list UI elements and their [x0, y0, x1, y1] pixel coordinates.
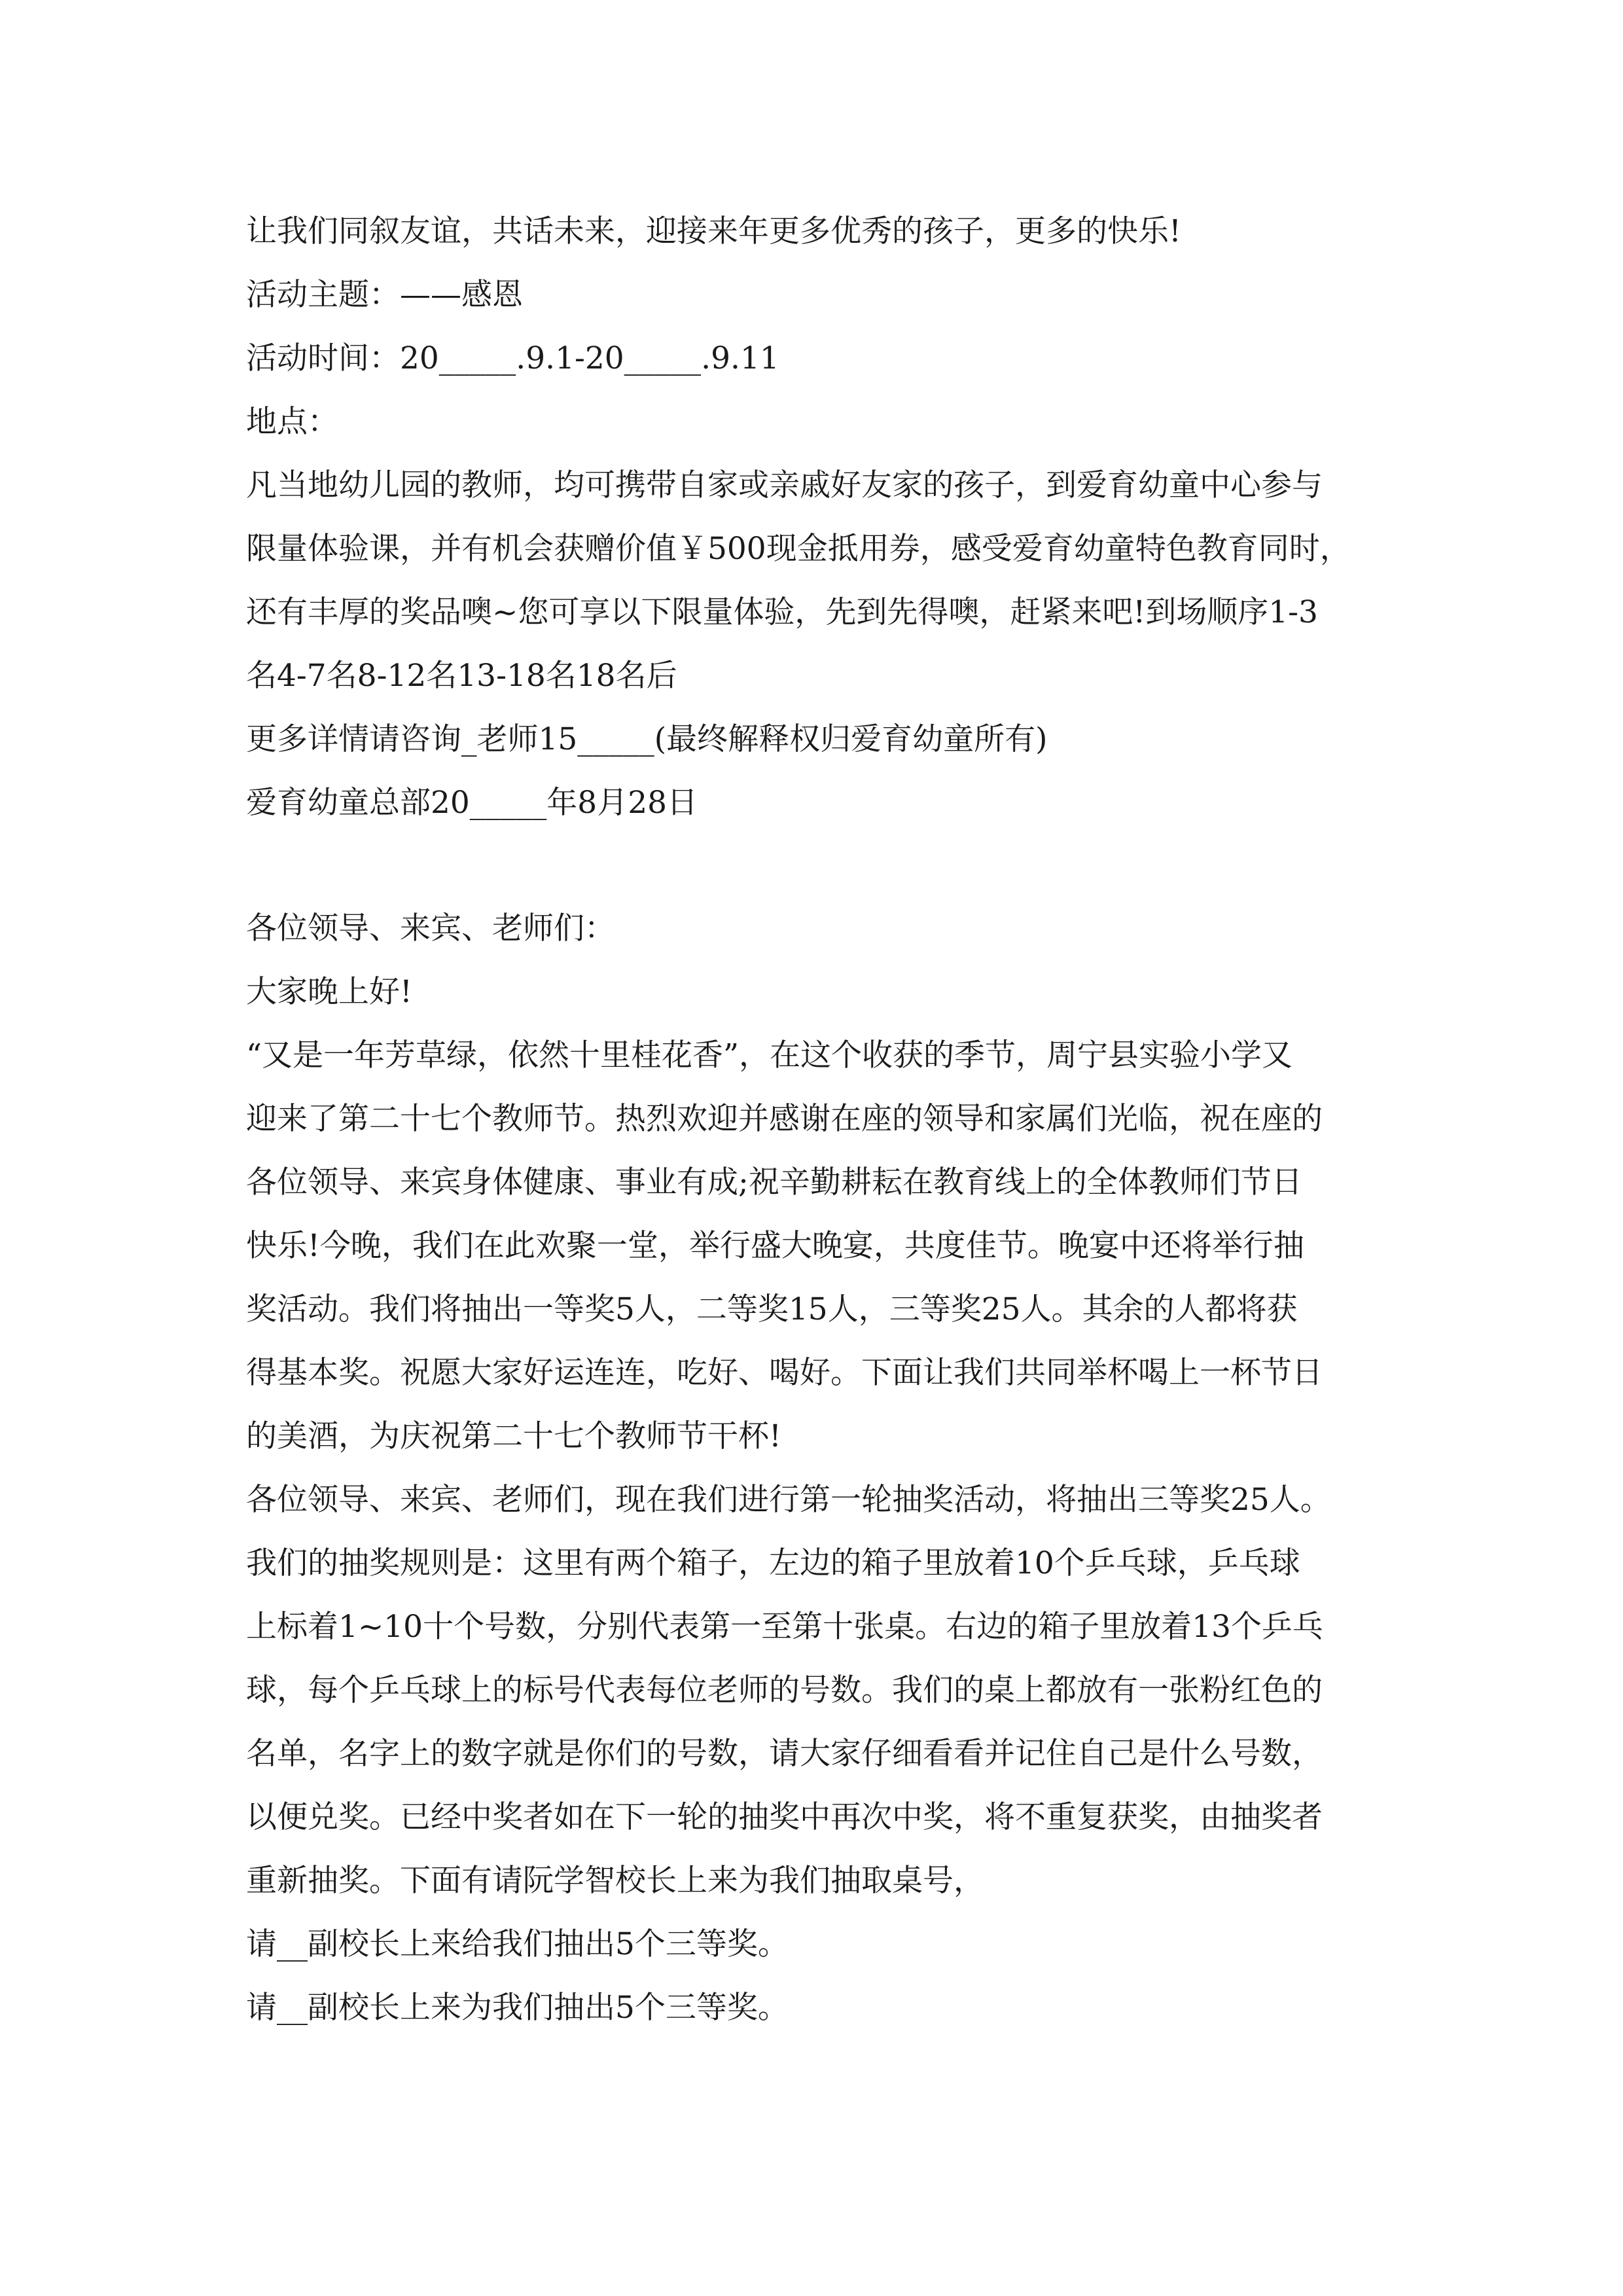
- section-teachers-day-speech: [246, 897, 1385, 2039]
- text-line: “又是一年芳草绿，依然十里桂花香”，在这个收获的季节，周宁县实验小学又: [246, 1037, 1293, 1073]
- text-line: 活动时间：20_____.9.1-20_____.9.11: [246, 340, 779, 376]
- document-page: [246, 200, 1385, 2039]
- text-line: 各位领导、来宾、老师们，现在我们进行第一轮抽奖活动，将抽出三等奖25人。: [246, 1482, 1331, 1518]
- text-line: 更多详情请咨询_老师15_____(最终解释权归爱育幼童所有): [246, 721, 1048, 757]
- text-line: 得基本奖。祝愿大家好运连连，吃好、喝好。下面让我们共同举杯喝上一杯节日: [246, 1355, 1323, 1391]
- text-line: 我们的抽奖规则是：这里有两个箱子，左边的箱子里放着10个乒乓球，乒乓球: [246, 1545, 1300, 1581]
- text-line: 请__副校长上来为我们抽出5个三等奖。: [246, 1990, 789, 2026]
- text-line: 上标着1~10十个号数，分别代表第一至第十张桌。右边的箱子里放着13个乒乓: [246, 1609, 1323, 1645]
- section-divider: [246, 834, 1385, 897]
- text-line: 奖活动。我们将抽出一等奖5人，二等奖15人，三等奖25人。其余的人都将获: [246, 1291, 1298, 1327]
- text-line: 以便兑奖。已经中奖者如在下一轮的抽奖中再次中奖，将不重复获奖，由抽奖者: [246, 1799, 1323, 1835]
- text-line: 名4-7名8-12名13-18名18名后: [246, 658, 677, 694]
- text-line: 还有丰厚的奖品噢~您可享以下限量体验，先到先得噢，赶紧来吧!到场顺序1-3: [246, 594, 1318, 630]
- text-line: 请__副校长上来给我们抽出5个三等奖。: [246, 1926, 789, 1962]
- text-line: 迎来了第二十七个教师节。热烈欢迎并感谢在座的领导和家属们光临，祝在座的: [246, 1101, 1323, 1137]
- text-line: 的美酒，为庆祝第二十七个教师节干杯!: [246, 1418, 781, 1454]
- text-line: 爱育幼童总部20_____年8月28日: [246, 785, 698, 821]
- text-line: 活动主题：——感恩: [246, 277, 523, 313]
- text-line: 名单，名字上的数字就是你们的号数，请大家仔细看看并记住自己是什么号数，: [246, 1736, 1323, 1772]
- text-line: 地点：: [246, 404, 338, 440]
- text-line: 让我们同叙友谊，共话未来，迎接来年更多优秀的孩子，更多的快乐!: [246, 213, 1181, 249]
- text-line: 快乐!今晚，我们在此欢聚一堂，举行盛大晚宴，共度佳节。晚宴中还将举行抽: [246, 1228, 1304, 1264]
- text-line: 球，每个乒乓球上的标号代表每位老师的号数。我们的桌上都放有一张粉红色的: [246, 1672, 1323, 1708]
- text-line: 各位领导、来宾身体健康、事业有成;祝辛勤耕耘在教育线上的全体教师们节日: [246, 1164, 1302, 1200]
- text-line: 限量体验课，并有机会获赠价值￥500现金抵用券，感受爱育幼童特色教育同时，: [246, 531, 1351, 567]
- section-activity-notice: [246, 200, 1385, 834]
- text-line: 凡当地幼儿园的教师，均可携带自家或亲戚好友家的孩子，到爱育幼童中心参与: [246, 467, 1323, 503]
- text-line: 各位领导、来宾、老师们：: [246, 910, 615, 946]
- text-line: 重新抽奖。下面有请阮学智校长上来为我们抽取桌号，: [246, 1863, 984, 1899]
- text-line: 大家晚上好!: [246, 974, 412, 1010]
